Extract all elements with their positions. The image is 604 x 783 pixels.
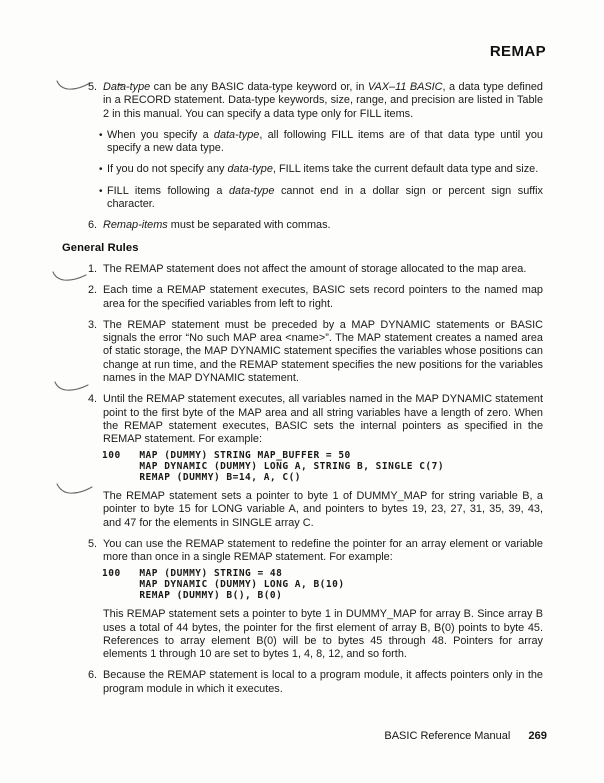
italic-term: data-type <box>228 184 275 197</box>
code-line: 100 MAP (DUMMY) STRING = 48 <box>102 567 283 579</box>
code-example <box>102 450 543 484</box>
bullet-icon: • <box>99 129 103 141</box>
text-segment: FILL items following a <box>107 184 229 197</box>
footer-page-number: 269 <box>528 730 547 742</box>
text-segment: , all following FILL items are of that data type until you specify a new data type. <box>107 128 543 155</box>
list-number: 6. <box>88 669 98 682</box>
paragraph <box>107 163 543 176</box>
paragraph: The REMAP statement sets a pointer to byte 1 of DUMMY_MAP for string variable B, a pointer to byte 15 for LONG variable A, and pointers to bytes 19, 23, 27, 31, 35, 39, 43, and 47 for the elements in SINGLE array C. <box>103 490 543 529</box>
code-line: REMAP (DUMMY) B=14, A, C() <box>102 471 302 483</box>
page-content <box>62 81 543 696</box>
general-rule-item-4 <box>62 393 543 530</box>
paragraph: You can use the REMAP statement to redefine the pointer for an array element or variable more than once in a single REMAP statement. For example: <box>103 538 543 564</box>
paragraph: The REMAP statement must be preceded by a MAP DYNAMIC statements or BASIC signals the error “No such MAP area <name>”. The MAP statement creates a named area of static storage, the MAP DYNAMIC statement specifies the variables whose positions can change at run time, and the REMAP statement specifies the new positions for the variables names in the MAP DYNAMIC statement. <box>103 318 543 385</box>
code-example <box>102 568 543 602</box>
paragraph: This REMAP statement sets a pointer to byte 1 in DUMMY_MAP for array B. Since array B uses a total of 44 bytes, the pointer for the first element of array B, B(0) points to byte 45. References to array element B(0) will be to bytes 45 through 48. Pointers for array elements 1 through 10 are set to bytes 1, 4, 8, 12, and so forth. <box>103 608 543 661</box>
list-number: 5. <box>88 81 98 93</box>
page-footer <box>384 730 547 743</box>
code-line: REMAP (DUMMY) B(), B(0) <box>102 590 283 602</box>
italic-term: data-type <box>227 163 273 176</box>
text-segment: can be any BASIC data-type keyword or, in <box>150 81 368 93</box>
paragraph <box>107 129 543 156</box>
section-heading-general-rules: General Rules <box>62 241 139 254</box>
list-number: 2. <box>88 284 98 297</box>
bullet-item <box>99 129 543 156</box>
italic-term: Remap-items <box>103 219 168 232</box>
italic-term: Data-type <box>103 81 151 93</box>
syntax-rule-item-5 <box>62 81 543 211</box>
general-rule-item-5 <box>62 538 543 661</box>
text-segment: must be separated with commas. <box>167 219 331 232</box>
paragraph: Because the REMAP statement is local to a program module, it affects pointers only in the program module in which it executes. <box>103 669 543 695</box>
list-number: 6. <box>88 219 98 232</box>
text-segment: If you do not specify any <box>107 163 228 176</box>
code-line: MAP DYNAMIC (DUMMY) LONG A, B(10) <box>102 578 345 590</box>
paragraph <box>103 81 543 121</box>
bullet-icon: • <box>99 185 103 197</box>
italic-term: VAX–11 BASIC <box>367 81 443 93</box>
bullet-item <box>99 185 543 212</box>
running-head-title: REMAP <box>489 43 546 60</box>
code-line: 100 MAP (DUMMY) STRING MAP_BUFFER = 50 <box>102 449 351 461</box>
paragraph <box>107 185 543 212</box>
footer-manual-title: BASIC Reference Manual <box>384 730 511 742</box>
list-number: 3. <box>88 318 98 331</box>
text-segment: , FILL items take the current default data type and size. <box>272 163 539 176</box>
code-line: MAP DYNAMIC (DUMMY) LONG A, STRING B, SINGLE C(7) <box>102 460 445 472</box>
italic-term: data-type <box>213 128 260 141</box>
list-number: 5. <box>88 538 98 551</box>
paragraph <box>103 219 543 232</box>
bullet-item <box>99 163 543 176</box>
general-rule-item-3 <box>62 319 543 385</box>
general-rule-item-2 <box>62 284 543 311</box>
syntax-rule-item-6 <box>62 219 543 232</box>
general-rule-item-1 <box>62 263 543 276</box>
paragraph: Until the REMAP statement executes, all variables named in the MAP DYNAMIC statement point to the first byte of the MAP area and all string variables have a length of zero. When the REMAP statement executes, BASIC sets the internal pointers as specified in the REMAP statement. For example: <box>103 393 543 446</box>
general-rule-item-6 <box>62 669 543 696</box>
text-segment: , a data type defined in a RECORD statement. Data-type keywords, size, range, and precision are listed in Table 2 in this manual. You can specify a data type only for FILL items. <box>103 81 543 120</box>
text-segment: cannot end in a dollar sign or percent sign suffix character. <box>107 184 543 211</box>
bullet-icon: • <box>99 164 103 176</box>
text-segment: When you specify a <box>107 128 214 141</box>
paragraph: Each time a REMAP statement executes, BASIC sets record pointers to the named map area for the specified variables from left to right. <box>103 284 543 310</box>
list-number: 4. <box>88 393 98 406</box>
list-number: 1. <box>88 262 98 275</box>
paragraph: The REMAP statement does not affect the amount of storage allocated to the map area. <box>103 262 527 275</box>
